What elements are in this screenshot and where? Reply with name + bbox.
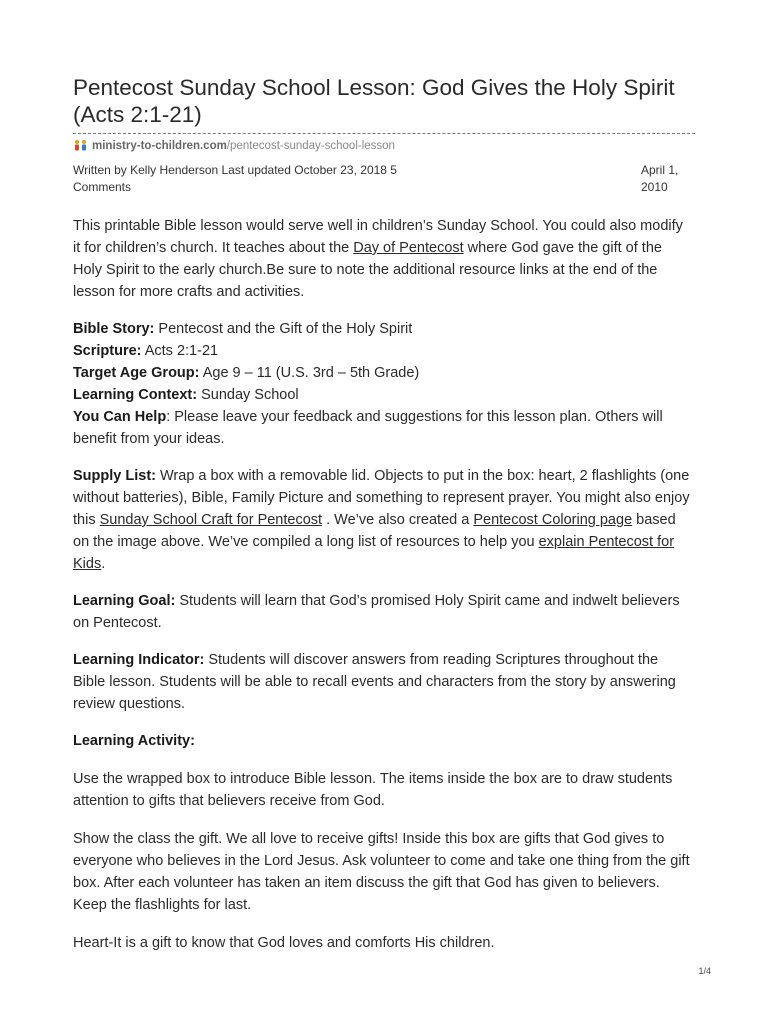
craft-for-pentecost-link[interactable]: Sunday School Craft for Pentecost [99, 512, 323, 528]
scripture-value: Acts 2:1-21 [141, 343, 219, 359]
intro-paragraph [73, 215, 693, 303]
supply-list-paragraph [73, 465, 693, 575]
activity-paragraph-3: Heart-It is a gift to know that God loves and comforts His children. [73, 935, 495, 951]
supply-text-4: . [101, 556, 106, 572]
bible-story-value: Pentecost and the Gift of the Holy Spirit [154, 321, 413, 337]
age-group-label: Target Age Group: [73, 365, 200, 381]
learning-goal-label: Learning Goal: [73, 593, 176, 609]
learning-goal-text: Students will learn that God’s promised Holy Spirit came and indwelt believers on Pentecost. [73, 593, 680, 631]
article [73, 74, 693, 954]
children-figures-icon [73, 139, 89, 153]
intro-text-cont: where God gave the gift of the Holy Spirit to the early church.Be sure to note the additional resource links at the end of the lesson for more crafts and activities. [73, 240, 662, 300]
source-path[interactable]: /pentecost-sunday-school-lesson [226, 140, 395, 152]
page-number: 1/4 [698, 966, 711, 976]
supply-list-label: Supply List: [73, 468, 156, 484]
publish-date: April 1, 2010 [641, 163, 679, 194]
learning-indicator-paragraph [73, 649, 693, 715]
supply-text: Wrap a box with a removable lid. Objects to put in the box: heart, 2 flashlights (one without batteries), Bible, Family Picture and something to represent prayer. You might also enjoy this [73, 468, 690, 528]
day-of-pentecost-link[interactable]: Day of Pentecost [353, 240, 464, 256]
supply-text-3: based on the image above. We’ve compiled a long list of resources to help you [73, 512, 676, 550]
learning-activity-label: Learning Activity: [73, 733, 195, 749]
byline: Written by Kelly Henderson Last updated October 23, 2018 5 Comments [73, 163, 397, 194]
source-line [73, 139, 693, 153]
activity-paragraph-1: Use the wrapped box to introduce Bible lesson. The items inside the box are to draw students attention to gifts that believers receive from God. [73, 771, 673, 809]
lesson-details [73, 318, 693, 450]
learning-context-label: Learning Context: [73, 387, 198, 403]
title-divider [73, 133, 695, 134]
learning-indicator-label: Learning Indicator: [73, 652, 205, 668]
age-group-value: Age 9 – 11 (U.S. 3rd – 5th Grade) [199, 365, 420, 381]
activity-paragraph-2: Show the class the gift. We all love to receive gifts! Inside this box are gifts that God gives to everyone who believes in the Lord Jesus. Ask volunteer to come and take one thing from the gift box. After each volunteer has taken an item discuss the gift that God has given to believers. Keep the flashlights for last. [73, 831, 690, 913]
you-can-help-label: You Can Help [73, 409, 167, 425]
learning-activity-heading [73, 730, 693, 752]
source-domain[interactable]: ministry-to-children.com [92, 140, 227, 152]
pentecost-coloring-page-link[interactable]: Pentecost Coloring page [473, 512, 633, 528]
learning-indicator-text: Students will discover answers from reading Scriptures throughout the Bible lesson. Students will be able to recall events and characters from the story by answering review questions. [73, 652, 676, 712]
explain-pentecost-link[interactable]: explain Pentecost for Kids [73, 534, 675, 572]
supply-text-2: . We’ve also created a [322, 512, 474, 528]
you-can-help-value: : Please leave your feedback and suggestions for this lesson plan. Others will benefit from your ideas. [73, 409, 663, 447]
bible-story-label: Bible Story: [73, 321, 155, 337]
article-meta [73, 162, 693, 196]
learning-goal-paragraph [73, 590, 693, 634]
intro-text: This printable Bible lesson would serve well in children’s Sunday School. You could also modify it for children’s church. It teaches about the [73, 218, 683, 256]
learning-context-value: Sunday School [197, 387, 299, 403]
page-title: Pentecost Sunday School Lesson: God Gives the Holy Spirit (Acts 2:1-21) [73, 75, 675, 127]
scripture-label: Scripture: [73, 343, 142, 359]
